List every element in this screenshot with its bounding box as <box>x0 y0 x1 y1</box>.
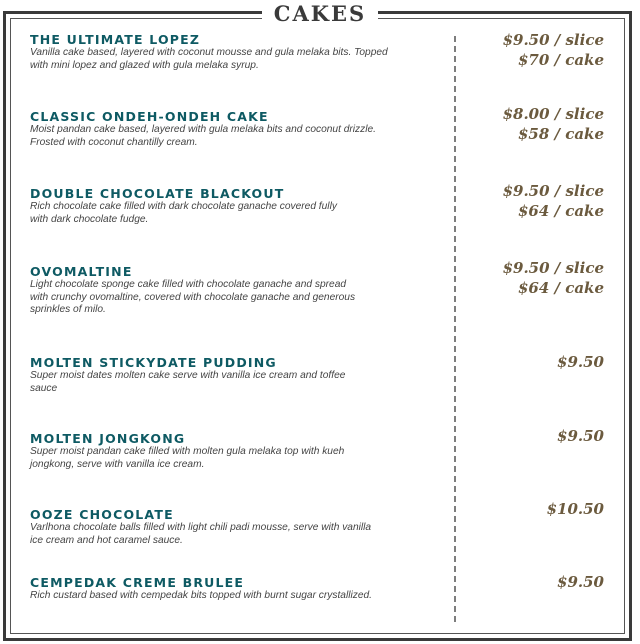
menu-item-description: Light chocolate sponge cake filled with chocolate ganache and spread with crunchy ovomaltine, covered with chocolate ganache and generous sprinkles of milo. <box>30 279 356 315</box>
menu-item-name: DOUBLE CHOCOLATE BLACKOUT <box>30 186 285 201</box>
menu-item-double-chocolate-blackout <box>30 186 450 226</box>
price-per-slice: $9.50 / slice <box>502 259 604 277</box>
menu-item-name: CLASSIC ONDEH-ONDEH CAKE <box>30 109 269 124</box>
header <box>0 0 640 28</box>
menu-item-cempedak-creme-brulee <box>30 575 450 603</box>
menu-item-ovomaltine <box>30 264 450 317</box>
menu-item-price <box>547 499 604 519</box>
menu-item-price <box>503 30 604 70</box>
menu-section-title: CAKES <box>262 0 378 28</box>
menu-item-description: Varlhona chocolate balls filled with light chili padi mousse, serve with vanilla ice cream and hot caramel sauce. <box>30 522 372 546</box>
price-single: $9.50 <box>557 353 604 371</box>
price-per-cake: $70 / cake <box>517 51 604 69</box>
price-per-slice: $9.50 / slice <box>502 31 604 49</box>
menu-item-name: MOLTEN STICKYDATE PUDDING <box>30 355 277 370</box>
menu-item-description: Rich custard based with cempedak bits topped with burnt sugar crystallized. <box>30 590 373 601</box>
menu-item-price <box>503 181 604 221</box>
menu-item-molten-stickydate-pudding <box>30 355 450 395</box>
menu-item-description: Super moist dates molten cake serve with vanilla ice cream and toffee sauce <box>30 370 346 394</box>
menu-item-price <box>503 258 604 298</box>
menu-item-description: Rich chocolate cake filled with dark chocolate ganache covered fully with dark chocolate fudge. <box>30 201 337 225</box>
price-per-slice: $9.50 / slice <box>502 182 604 200</box>
price-single: $10.50 <box>546 500 604 518</box>
price-single: $9.50 <box>557 573 604 591</box>
menu-item-description: Vanilla cake based, layered with coconut mousse and gula melaka bits. Topped with mini lopez and glazed with gula melaka syrup. <box>30 47 388 71</box>
menu-item-name: OVOMALTINE <box>30 264 133 279</box>
price-per-slice: $8.00 / slice <box>502 105 604 123</box>
price-per-cake: $64 / cake <box>517 279 604 297</box>
menu-item-description: Super moist pandan cake filled with molten gula melaka top with kueh jongkong, serve with vanilla ice cream. <box>30 446 345 470</box>
menu-item-name: THE ULTIMATE LOPEZ <box>30 32 201 47</box>
menu-item-ultimate-lopez <box>30 32 450 72</box>
menu-item-price <box>557 426 604 446</box>
dashed-divider <box>454 36 456 622</box>
price-per-cake: $64 / cake <box>517 202 604 220</box>
price-per-cake: $58 / cake <box>517 125 604 143</box>
menu-item-name: OOZE CHOCOLATE <box>30 507 174 522</box>
menu-item-name: MOLTEN JONGKONG <box>30 431 186 446</box>
menu-item-molten-jongkong <box>30 431 450 471</box>
menu-item-price <box>557 352 604 372</box>
menu-item-description: Moist pandan cake based, layered with gula melaka bits and coconut drizzle. Frosted with coconut chantilly cream. <box>30 124 377 148</box>
menu-item-price <box>503 104 604 144</box>
menu-item-classic-ondeh-ondeh <box>30 109 450 149</box>
price-single: $9.50 <box>557 427 604 445</box>
menu-item-ooze-chocolate <box>30 507 450 547</box>
menu-item-name: CEMPEDAK CREME BRULEE <box>30 575 245 590</box>
menu-item-price <box>557 572 604 592</box>
